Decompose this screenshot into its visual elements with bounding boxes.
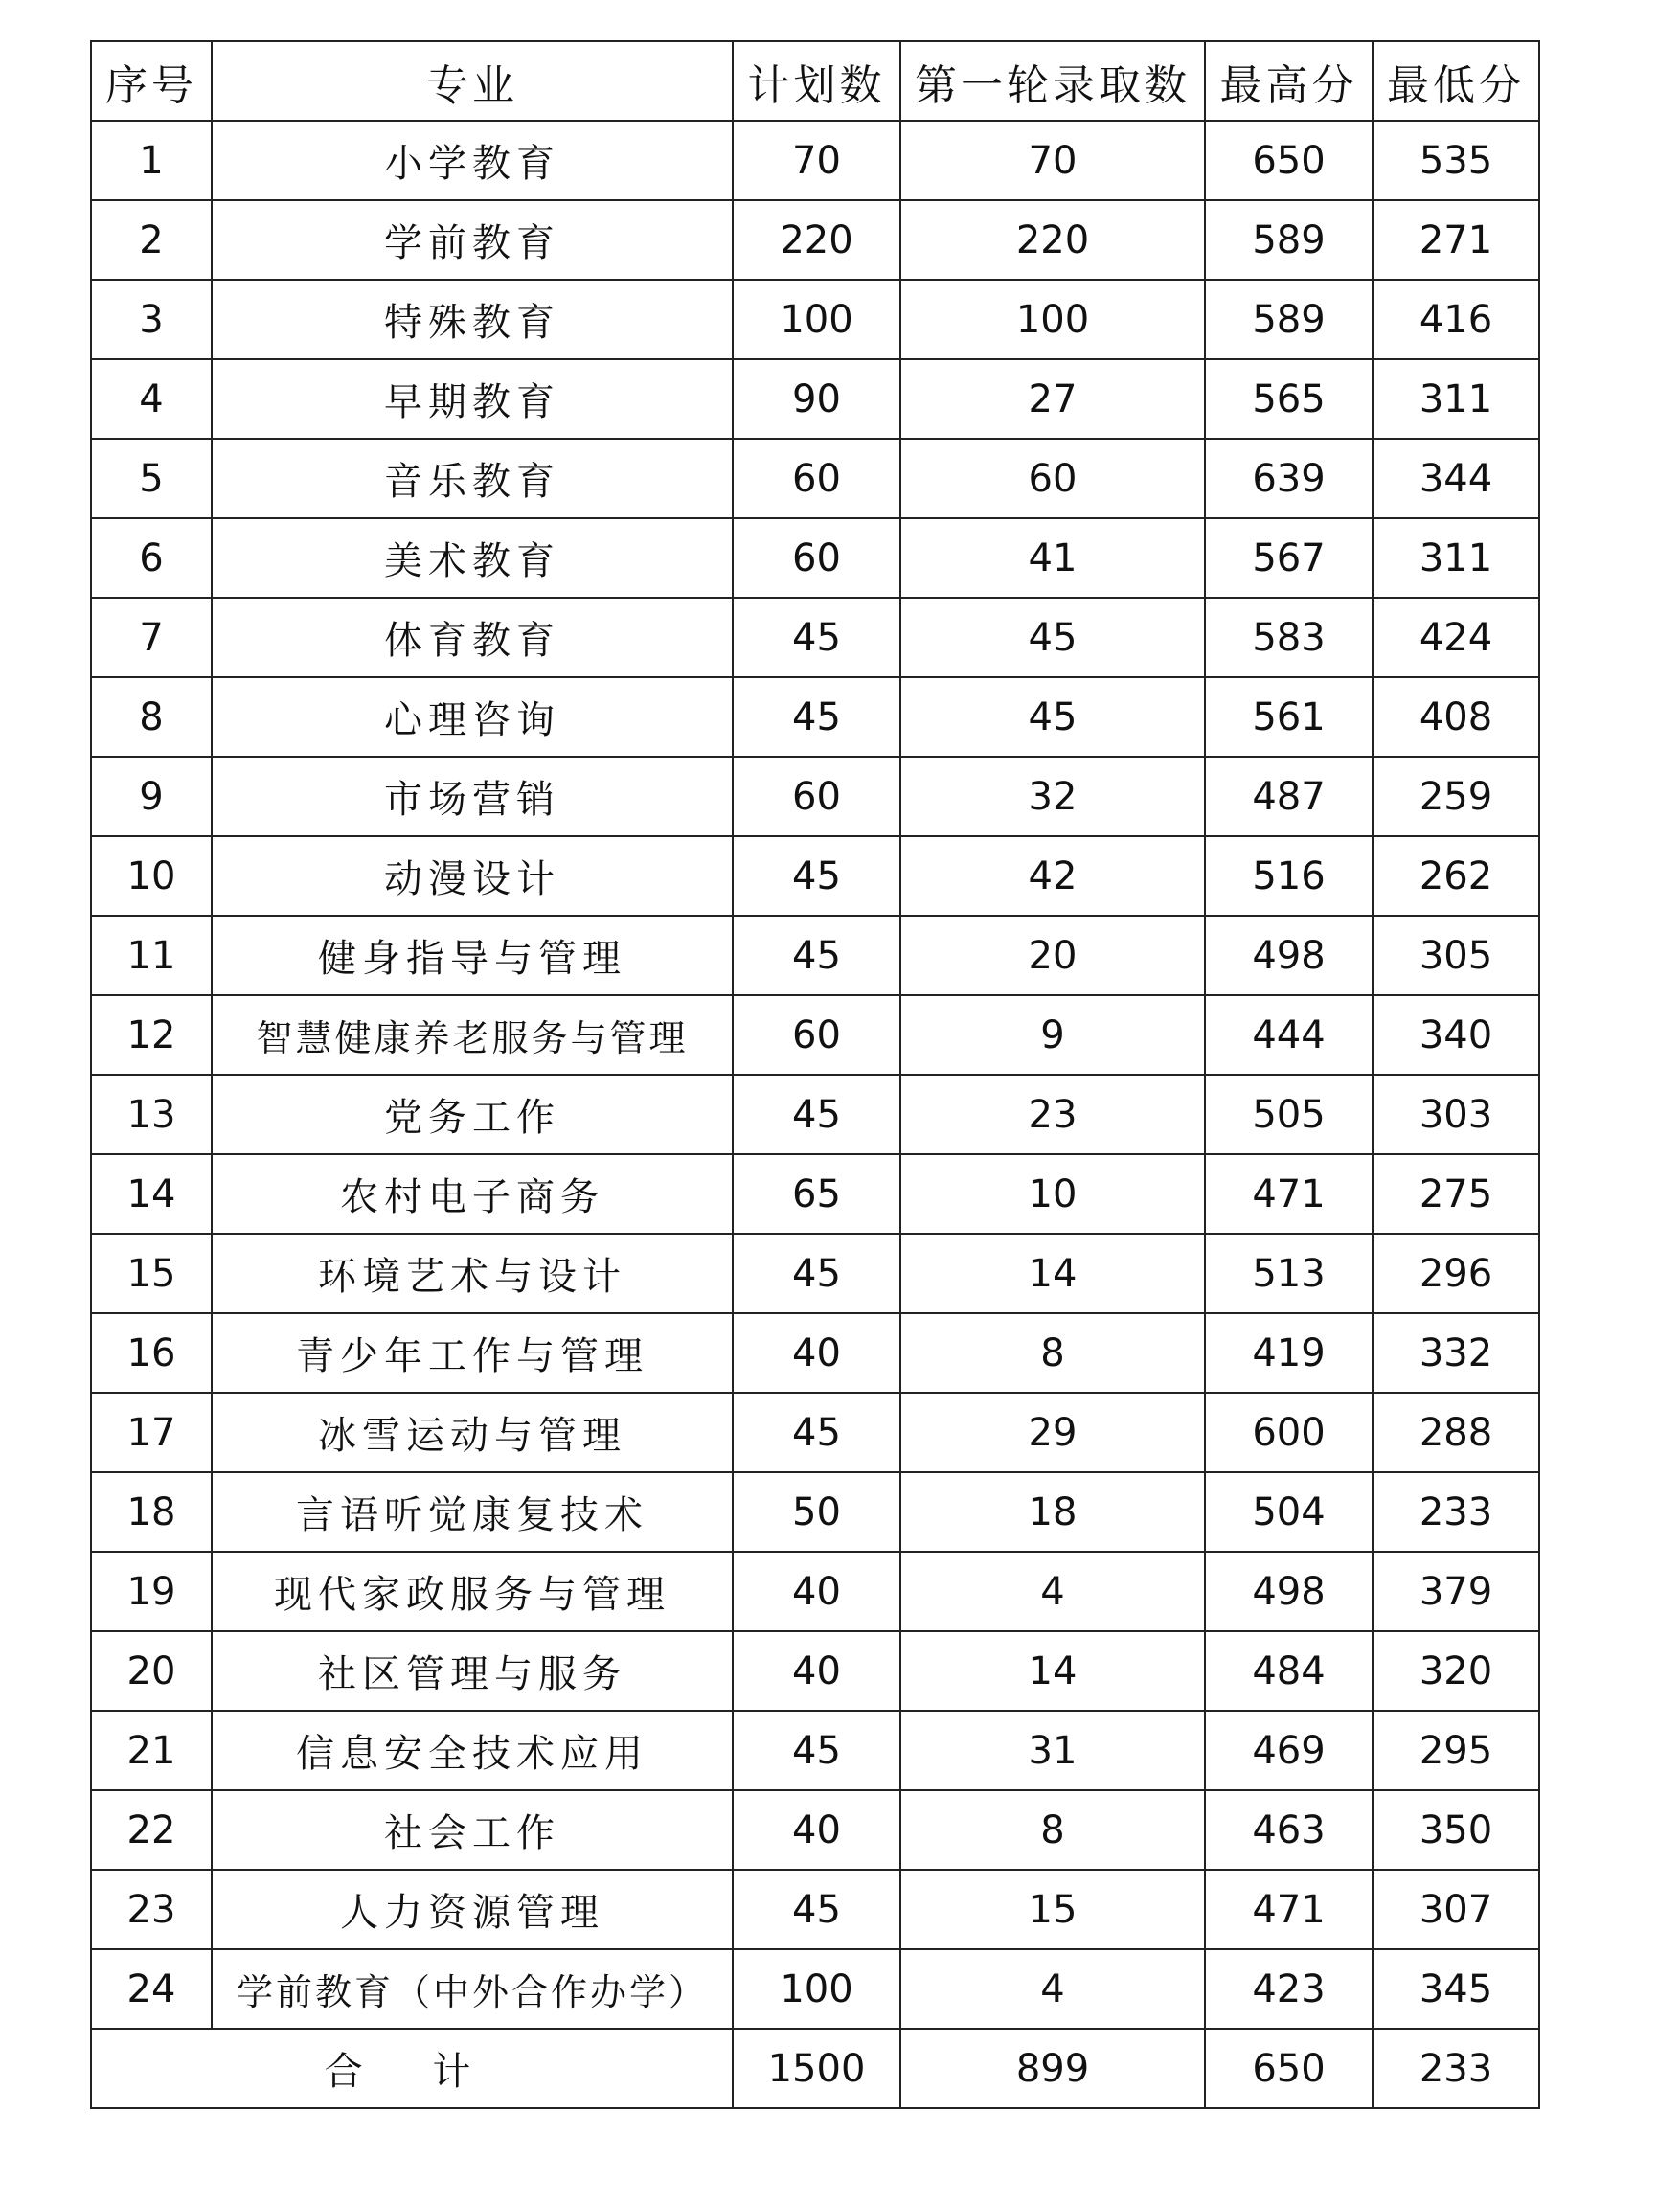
cell-max-score: 639 [1205,439,1373,518]
table-row [91,598,1539,677]
cell-first-round: 42 [900,836,1205,916]
cell-min-score: 262 [1373,836,1539,916]
cell-min-score: 350 [1373,1790,1539,1870]
cell-no: 15 [91,1234,212,1313]
cell-first-round: 8 [900,1313,1205,1393]
cell-first-round: 4 [900,1552,1205,1631]
cell-no: 8 [91,677,212,757]
cell-no: 22 [91,1790,212,1870]
cell-max-score: 487 [1205,757,1373,836]
cell-no: 4 [91,359,212,439]
cell-max-score: 561 [1205,677,1373,757]
cell-first-round: 45 [900,598,1205,677]
cell-no: 19 [91,1552,212,1631]
cell-no: 3 [91,280,212,359]
cell-first-round: 220 [900,200,1205,280]
cell-major: 农村电子商务 [212,1154,733,1234]
cell-max-score: 423 [1205,1949,1373,2029]
cell-min-score: 320 [1373,1631,1539,1711]
cell-no: 1 [91,121,212,200]
cell-min-score: 288 [1373,1393,1539,1472]
cell-max-score: 565 [1205,359,1373,439]
cell-min-score: 344 [1373,439,1539,518]
cell-min-score: 275 [1373,1154,1539,1234]
cell-major: 党务工作 [212,1075,733,1154]
cell-plan: 45 [733,836,900,916]
table-row [91,1552,1539,1631]
cell-first-round: 14 [900,1631,1205,1711]
cell-first-round: 27 [900,359,1205,439]
table-row [91,1393,1539,1472]
cell-min-score: 311 [1373,359,1539,439]
cell-major: 美术教育 [212,518,733,598]
cell-max-score: 444 [1205,995,1373,1075]
cell-min-score: 408 [1373,677,1539,757]
cell-max-score: 505 [1205,1075,1373,1154]
cell-first-round: 14 [900,1234,1205,1313]
total-label: 合 计 [91,2029,733,2108]
table-row [91,757,1539,836]
cell-no: 6 [91,518,212,598]
table-body [91,121,1539,2029]
cell-max-score: 650 [1205,121,1373,200]
cell-plan: 60 [733,757,900,836]
cell-major: 动漫设计 [212,836,733,916]
cell-major: 言语听觉康复技术 [212,1472,733,1552]
cell-max-score: 504 [1205,1472,1373,1552]
cell-max-score: 463 [1205,1790,1373,1870]
cell-plan: 220 [733,200,900,280]
cell-max-score: 498 [1205,916,1373,995]
cell-major: 心理咨询 [212,677,733,757]
cell-plan: 60 [733,439,900,518]
cell-major: 人力资源管理 [212,1870,733,1949]
cell-major: 体育教育 [212,598,733,677]
cell-plan: 40 [733,1552,900,1631]
cell-min-score: 233 [1373,1472,1539,1552]
cell-min-score: 311 [1373,518,1539,598]
cell-max-score: 469 [1205,1711,1373,1790]
table-row [91,518,1539,598]
cell-no: 17 [91,1393,212,1472]
cell-max-score: 589 [1205,280,1373,359]
cell-plan: 60 [733,518,900,598]
table-row [91,1790,1539,1870]
cell-min-score: 340 [1373,995,1539,1075]
cell-major: 学前教育 [212,200,733,280]
cell-major: 小学教育 [212,121,733,200]
cell-min-score: 296 [1373,1234,1539,1313]
cell-plan: 45 [733,916,900,995]
total-first-round: 899 [900,2029,1205,2108]
cell-no: 21 [91,1711,212,1790]
cell-plan: 45 [733,1234,900,1313]
cell-max-score: 498 [1205,1552,1373,1631]
cell-major: 早期教育 [212,359,733,439]
cell-first-round: 8 [900,1790,1205,1870]
cell-min-score: 535 [1373,121,1539,200]
cell-major: 社区管理与服务 [212,1631,733,1711]
cell-first-round: 18 [900,1472,1205,1552]
cell-plan: 100 [733,1949,900,2029]
cell-major: 信息安全技术应用 [212,1711,733,1790]
header-major: 专业 [212,41,733,121]
cell-plan: 90 [733,359,900,439]
cell-first-round: 4 [900,1949,1205,2029]
cell-no: 18 [91,1472,212,1552]
cell-no: 23 [91,1870,212,1949]
table-row [91,1075,1539,1154]
table-row [91,1949,1539,2029]
header-first-round: 第一轮录取数 [900,41,1205,121]
cell-first-round: 45 [900,677,1205,757]
header-max-score: 最高分 [1205,41,1373,121]
cell-no: 11 [91,916,212,995]
cell-no: 20 [91,1631,212,1711]
cell-first-round: 29 [900,1393,1205,1472]
table-row [91,1154,1539,1234]
cell-major: 现代家政服务与管理 [212,1552,733,1631]
cell-first-round: 100 [900,280,1205,359]
table-row [91,1472,1539,1552]
cell-min-score: 295 [1373,1711,1539,1790]
admissions-table [90,40,1540,2109]
cell-max-score: 419 [1205,1313,1373,1393]
table-row [91,280,1539,359]
cell-plan: 40 [733,1631,900,1711]
cell-plan: 45 [733,677,900,757]
cell-plan: 100 [733,280,900,359]
table-row [91,995,1539,1075]
cell-max-score: 516 [1205,836,1373,916]
cell-min-score: 332 [1373,1313,1539,1393]
cell-first-round: 70 [900,121,1205,200]
cell-no: 24 [91,1949,212,2029]
cell-no: 13 [91,1075,212,1154]
cell-first-round: 60 [900,439,1205,518]
cell-no: 12 [91,995,212,1075]
cell-plan: 60 [733,995,900,1075]
cell-plan: 40 [733,1790,900,1870]
cell-min-score: 307 [1373,1870,1539,1949]
cell-max-score: 471 [1205,1870,1373,1949]
cell-major: 智慧健康养老服务与管理 [212,995,733,1075]
table-row [91,1631,1539,1711]
cell-first-round: 20 [900,916,1205,995]
cell-plan: 45 [733,1870,900,1949]
table-row [91,677,1539,757]
table-row [91,836,1539,916]
table-row [91,200,1539,280]
cell-first-round: 41 [900,518,1205,598]
header-row [91,41,1539,121]
header-plan: 计划数 [733,41,900,121]
cell-min-score: 345 [1373,1949,1539,2029]
cell-no: 9 [91,757,212,836]
cell-no: 7 [91,598,212,677]
cell-max-score: 600 [1205,1393,1373,1472]
cell-first-round: 10 [900,1154,1205,1234]
cell-max-score: 589 [1205,200,1373,280]
cell-plan: 50 [733,1472,900,1552]
total-plan: 1500 [733,2029,900,2108]
cell-major: 市场营销 [212,757,733,836]
cell-plan: 45 [733,1711,900,1790]
table-row [91,1711,1539,1790]
cell-major: 冰雪运动与管理 [212,1393,733,1472]
cell-plan: 45 [733,1393,900,1472]
cell-plan: 65 [733,1154,900,1234]
cell-max-score: 471 [1205,1154,1373,1234]
cell-min-score: 379 [1373,1552,1539,1631]
cell-major: 青少年工作与管理 [212,1313,733,1393]
cell-first-round: 32 [900,757,1205,836]
cell-no: 2 [91,200,212,280]
header-no: 序号 [91,41,212,121]
cell-plan: 45 [733,598,900,677]
cell-min-score: 416 [1373,280,1539,359]
cell-min-score: 259 [1373,757,1539,836]
total-min-score: 233 [1373,2029,1539,2108]
cell-no: 10 [91,836,212,916]
cell-no: 16 [91,1313,212,1393]
cell-min-score: 305 [1373,916,1539,995]
total-max-score: 650 [1205,2029,1373,2108]
cell-no: 5 [91,439,212,518]
table-row [91,1870,1539,1949]
cell-no: 14 [91,1154,212,1234]
cell-major: 社会工作 [212,1790,733,1870]
cell-max-score: 583 [1205,598,1373,677]
cell-major: 特殊教育 [212,280,733,359]
table-row [91,121,1539,200]
cell-first-round: 9 [900,995,1205,1075]
table-row [91,439,1539,518]
cell-max-score: 567 [1205,518,1373,598]
cell-first-round: 31 [900,1711,1205,1790]
table-row [91,916,1539,995]
cell-plan: 40 [733,1313,900,1393]
cell-major: 音乐教育 [212,439,733,518]
cell-plan: 45 [733,1075,900,1154]
cell-min-score: 424 [1373,598,1539,677]
cell-min-score: 271 [1373,200,1539,280]
cell-major: 健身指导与管理 [212,916,733,995]
cell-min-score: 303 [1373,1075,1539,1154]
table-row [91,1313,1539,1393]
cell-major: 环境艺术与设计 [212,1234,733,1313]
cell-max-score: 484 [1205,1631,1373,1711]
cell-first-round: 23 [900,1075,1205,1154]
total-row [91,2029,1539,2108]
header-min-score: 最低分 [1373,41,1539,121]
cell-plan: 70 [733,121,900,200]
cell-major: 学前教育（中外合作办学） [212,1949,733,2029]
cell-max-score: 513 [1205,1234,1373,1313]
table-row [91,359,1539,439]
table-row [91,1234,1539,1313]
cell-first-round: 15 [900,1870,1205,1949]
